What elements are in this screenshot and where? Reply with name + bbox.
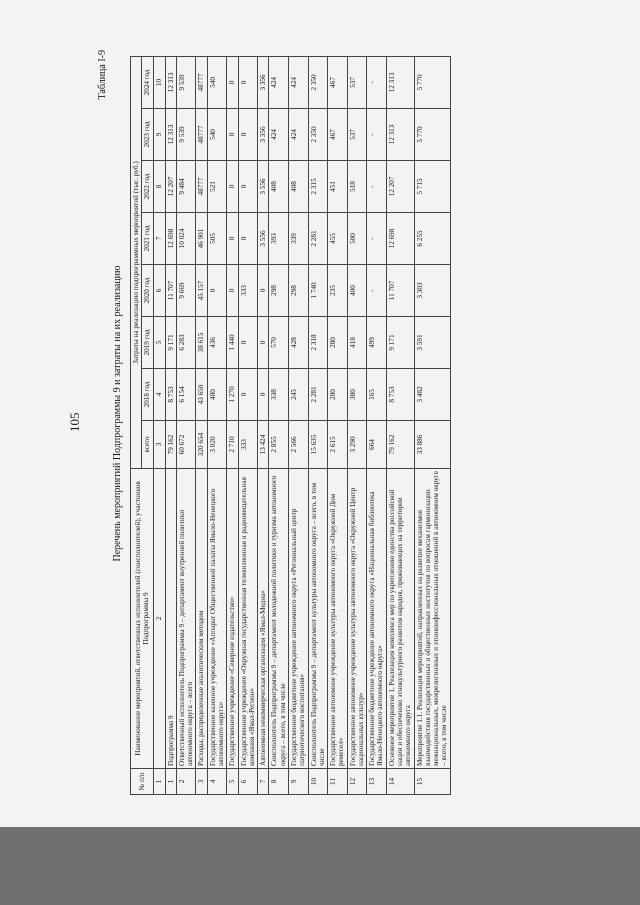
index-cell: 10 xyxy=(153,56,165,108)
cost-year: 0 xyxy=(227,213,238,265)
table-row xyxy=(196,56,207,794)
row-number: 1 xyxy=(165,769,176,795)
cost-total: 13 424 xyxy=(258,421,269,469)
cost-year: 6 255 xyxy=(414,213,450,265)
cost-year: 3 556 xyxy=(258,213,269,265)
table-row xyxy=(258,56,269,794)
cost-total: 33 886 xyxy=(414,421,450,469)
cost-year: 9 171 xyxy=(386,317,414,369)
cost-year: 451 xyxy=(328,161,348,213)
table-row xyxy=(414,56,450,794)
cost-year: 12 313 xyxy=(386,56,414,108)
cost-year: 0 xyxy=(238,369,258,421)
cost-total: 79 162 xyxy=(165,421,176,469)
row-number: 12 xyxy=(347,769,367,795)
table-label: Таблица I-9 xyxy=(97,50,108,100)
row-number: 5 xyxy=(227,769,238,795)
cost-year: 10 024 xyxy=(176,213,196,265)
table-row xyxy=(227,56,238,794)
cost-year: 48777 xyxy=(196,161,207,213)
header-year: 2022 год xyxy=(142,161,153,213)
row-name: Государственное казенное учреждение «Аппарат Общественной палаты Ямало-Ненецкого автономного округа» xyxy=(207,469,227,769)
cost-total: 2 566 xyxy=(288,421,308,469)
row-name: Государственное автономное учреждение культуры автономного округа «Окружной Центр национальных культур» xyxy=(347,469,367,769)
cost-year: 12 207 xyxy=(165,161,176,213)
cost-year: 537 xyxy=(347,109,367,161)
cost-year: 0 xyxy=(238,109,258,161)
cost-year: 0 xyxy=(227,109,238,161)
table-row xyxy=(176,56,196,794)
cost-year: 11 707 xyxy=(165,265,176,317)
cost-year: 9 171 xyxy=(165,317,176,369)
table-row xyxy=(347,56,367,794)
cost-total: 3 020 xyxy=(207,421,227,469)
cost-year: - xyxy=(367,56,387,108)
cost-year: 48777 xyxy=(196,109,207,161)
row-name: Мероприятие 1.1. Реализация мероприятий, направленных на развитие механизмов взаимодействия государственных и общественных институтов по вопросам гармонизации межнациональных, межрелигиозных и этноконфессиональных отношений в автономном округе – всего, в том числе xyxy=(414,469,450,769)
cost-year: 338 xyxy=(269,369,289,421)
cost-year: 0 xyxy=(238,213,258,265)
cost-year: - xyxy=(367,161,387,213)
row-name: Государственное бюджетное учреждение автономного округа «Региональный центр патриотического воспитания» xyxy=(288,469,308,769)
cost-year: 1 270 xyxy=(227,369,238,421)
cost-year: 5 770 xyxy=(414,56,450,108)
index-cell: 7 xyxy=(153,213,165,265)
index-cell: 2 xyxy=(153,469,165,769)
cost-total: 3 290 xyxy=(347,421,367,469)
table-row xyxy=(165,56,176,794)
header-year: 2021 год xyxy=(142,213,153,265)
row-name: Государственное автономное учреждение культуры автономного округа «Окружной Дом ремесел» xyxy=(328,469,348,769)
cost-year: 428 xyxy=(288,317,308,369)
table-row xyxy=(328,56,348,794)
row-name: Государственное бюджетное учреждение автономного округа «Национальная библиотека Ямало-Ненецкого автономного округа» xyxy=(367,469,387,769)
cost-year: 500 xyxy=(347,213,367,265)
table-title: Перечень мероприятий Подпрограммы 9 и затраты на их реализацию xyxy=(112,265,123,562)
column-index-row xyxy=(153,56,165,794)
row-number: 8 xyxy=(269,769,289,795)
page-number: 105 xyxy=(67,412,82,432)
header-total: всего xyxy=(142,421,153,469)
cost-year: 12 313 xyxy=(386,109,414,161)
cost-year: 424 xyxy=(288,109,308,161)
table-row xyxy=(269,56,289,794)
cost-year: 280 xyxy=(328,317,348,369)
cost-year: 5 715 xyxy=(414,161,450,213)
cost-year: 480 xyxy=(207,369,227,421)
cost-year: 424 xyxy=(269,56,289,108)
cost-year: 245 xyxy=(288,369,308,421)
index-cell: 3 xyxy=(153,421,165,469)
cost-year: 408 xyxy=(269,161,289,213)
cost-total: 2 615 xyxy=(328,421,348,469)
cost-year: - xyxy=(367,109,387,161)
header-name: Наименование мероприятий, ответственных исполнителей (соисполнителей), участников Подпрограммы 9 xyxy=(131,469,154,769)
row-name: Подпрограмма 9 xyxy=(165,469,176,769)
table-row xyxy=(367,56,387,794)
row-number: 7 xyxy=(258,769,269,795)
cost-year: 424 xyxy=(269,109,289,161)
row-number: 2 xyxy=(176,769,196,795)
header-year: 2018 год xyxy=(142,369,153,421)
cost-year: 6 154 xyxy=(176,369,196,421)
row-name: Соисполнитель Подпрограммы 9 – департамент культуры автономного округа – всего, в том числе xyxy=(308,469,328,769)
row-name: Соисполнитель Подпрограммы 9 – департамент молодежной политики и туризма автономного округа – всего, в том числе xyxy=(269,469,289,769)
cost-year: 298 xyxy=(269,265,289,317)
cost-year: 3 482 xyxy=(414,369,450,421)
cost-year: 2 350 xyxy=(308,109,328,161)
header-number: № п/п xyxy=(131,769,154,795)
cost-year: 235 xyxy=(328,265,348,317)
index-cell: 6 xyxy=(153,265,165,317)
cost-year: 165 xyxy=(367,369,387,421)
cost-year: 2 281 xyxy=(308,369,328,421)
cost-total: 2 710 xyxy=(227,421,238,469)
table-row xyxy=(386,56,414,794)
cost-year: 48777 xyxy=(196,56,207,108)
cost-total: 333 xyxy=(238,421,258,469)
index-cell: 1 xyxy=(153,769,165,795)
cost-year: 0 xyxy=(258,369,269,421)
cost-year: 408 xyxy=(288,161,308,213)
row-number: 15 xyxy=(414,769,450,795)
cost-year: 0 xyxy=(238,317,258,369)
cost-year: 9 484 xyxy=(176,161,196,213)
cost-year: - xyxy=(367,265,387,317)
row-name: Основное мероприятие 1. Реализация комплекса мер по укреплению единства российской нации и обеспечению этнокультурного развития народов, проживающих на территории автономного округа xyxy=(386,469,414,769)
cost-year: 2 281 xyxy=(308,213,328,265)
cost-year: 2 318 xyxy=(308,317,328,369)
table-row xyxy=(238,56,258,794)
cost-year: 467 xyxy=(328,56,348,108)
cost-year: 455 xyxy=(328,213,348,265)
cost-year: 570 xyxy=(269,317,289,369)
cost-total: 60 672 xyxy=(176,421,196,469)
cost-year: 2 350 xyxy=(308,56,328,108)
cost-year: 540 xyxy=(207,56,227,108)
row-name: Ответственный исполнитель Подпрограммы 9 – департамент внутренней политики автономного округа – всего xyxy=(176,469,196,769)
cost-year: 45 157 xyxy=(196,265,207,317)
cost-year: 6 283 xyxy=(176,317,196,369)
cost-year: 280 xyxy=(328,369,348,421)
cost-year: 12 207 xyxy=(386,161,414,213)
row-name: Автономная некоммерческая организация «Ямал-Медиа» xyxy=(258,469,269,769)
cost-year: 43 650 xyxy=(196,369,207,421)
costs-table xyxy=(130,56,451,795)
header-year: 2019 год xyxy=(142,317,153,369)
cost-year: 12 698 xyxy=(165,213,176,265)
cost-year: 0 xyxy=(258,317,269,369)
cost-year: 11 707 xyxy=(386,265,414,317)
cost-year: 8 753 xyxy=(165,369,176,421)
index-cell: 5 xyxy=(153,317,165,369)
cost-year: 5 770 xyxy=(414,109,450,161)
cost-year: 46 901 xyxy=(196,213,207,265)
cost-year: 9 539 xyxy=(176,56,196,108)
row-name: Государственное учреждение «Окружная государственная телевизионная и радиовещательная компания «Ямал-Регион» xyxy=(238,469,258,769)
row-number: 11 xyxy=(328,769,348,795)
cost-year: 0 xyxy=(227,56,238,108)
row-number: 6 xyxy=(238,769,258,795)
row-number: 13 xyxy=(367,769,387,795)
cost-year: 8 753 xyxy=(386,369,414,421)
cost-year: 505 xyxy=(207,213,227,265)
cost-year: 333 xyxy=(238,265,258,317)
cost-year: 12 313 xyxy=(165,56,176,108)
table-row xyxy=(207,56,227,794)
cost-year: 499 xyxy=(367,317,387,369)
cost-year: 537 xyxy=(347,56,367,108)
row-number: 9 xyxy=(288,769,308,795)
index-cell: 9 xyxy=(153,109,165,161)
header-year: 2020 год xyxy=(142,265,153,317)
cost-year: 467 xyxy=(328,109,348,161)
cost-year: 3 356 xyxy=(258,109,269,161)
index-cell: 4 xyxy=(153,369,165,421)
cost-year: 400 xyxy=(347,265,367,317)
row-number: 4 xyxy=(207,769,227,795)
cost-year: 380 xyxy=(347,369,367,421)
index-cell: 8 xyxy=(153,161,165,213)
cost-year: 0 xyxy=(238,161,258,213)
cost-total: 664 xyxy=(367,421,387,469)
cost-year: 3 356 xyxy=(258,56,269,108)
header-year: 2024 год xyxy=(142,56,153,108)
cost-year: 1 740 xyxy=(308,265,328,317)
cost-total: 2 855 xyxy=(269,421,289,469)
cost-year: - xyxy=(367,213,387,265)
cost-year: 0 xyxy=(227,265,238,317)
row-number: 14 xyxy=(386,769,414,795)
cost-year: 436 xyxy=(207,317,227,369)
table-row xyxy=(288,56,308,794)
cost-year: 540 xyxy=(207,109,227,161)
cost-total: 320 654 xyxy=(196,421,207,469)
row-name: Расходы, распределенные аналитическим методом xyxy=(196,469,207,769)
cost-year: 0 xyxy=(258,265,269,317)
cost-year: 339 xyxy=(288,213,308,265)
cost-year: 298 xyxy=(288,265,308,317)
cost-year: 0 xyxy=(227,161,238,213)
row-number: 10 xyxy=(308,769,328,795)
cost-year: 3 591 xyxy=(414,317,450,369)
cost-year: 518 xyxy=(347,161,367,213)
row-number: 3 xyxy=(196,769,207,795)
cost-year: 9 669 xyxy=(176,265,196,317)
header-year: 2023 год xyxy=(142,109,153,161)
cost-year: 9 539 xyxy=(176,109,196,161)
row-name: Государственное учреждение «Северное издательство» xyxy=(227,469,238,769)
cost-year: 418 xyxy=(347,317,367,369)
cost-year: 3 303 xyxy=(414,265,450,317)
cost-total: 15 635 xyxy=(308,421,328,469)
cost-year: 521 xyxy=(207,161,227,213)
cost-year: 1 440 xyxy=(227,317,238,369)
cost-year: 2 315 xyxy=(308,161,328,213)
cost-year: 424 xyxy=(288,56,308,108)
header-costs-group: Затраты на реализацию подпрограммных мероприятий (тыс. руб.) xyxy=(131,56,142,468)
cost-year: 393 xyxy=(269,213,289,265)
cost-year: 38 615 xyxy=(196,317,207,369)
cost-year: 12 313 xyxy=(165,109,176,161)
table-row xyxy=(308,56,328,794)
cost-year: 0 xyxy=(207,265,227,317)
cost-year: 12 698 xyxy=(386,213,414,265)
cost-year: 0 xyxy=(238,56,258,108)
cost-year: 3 556 xyxy=(258,161,269,213)
cost-total: 79 162 xyxy=(386,421,414,469)
